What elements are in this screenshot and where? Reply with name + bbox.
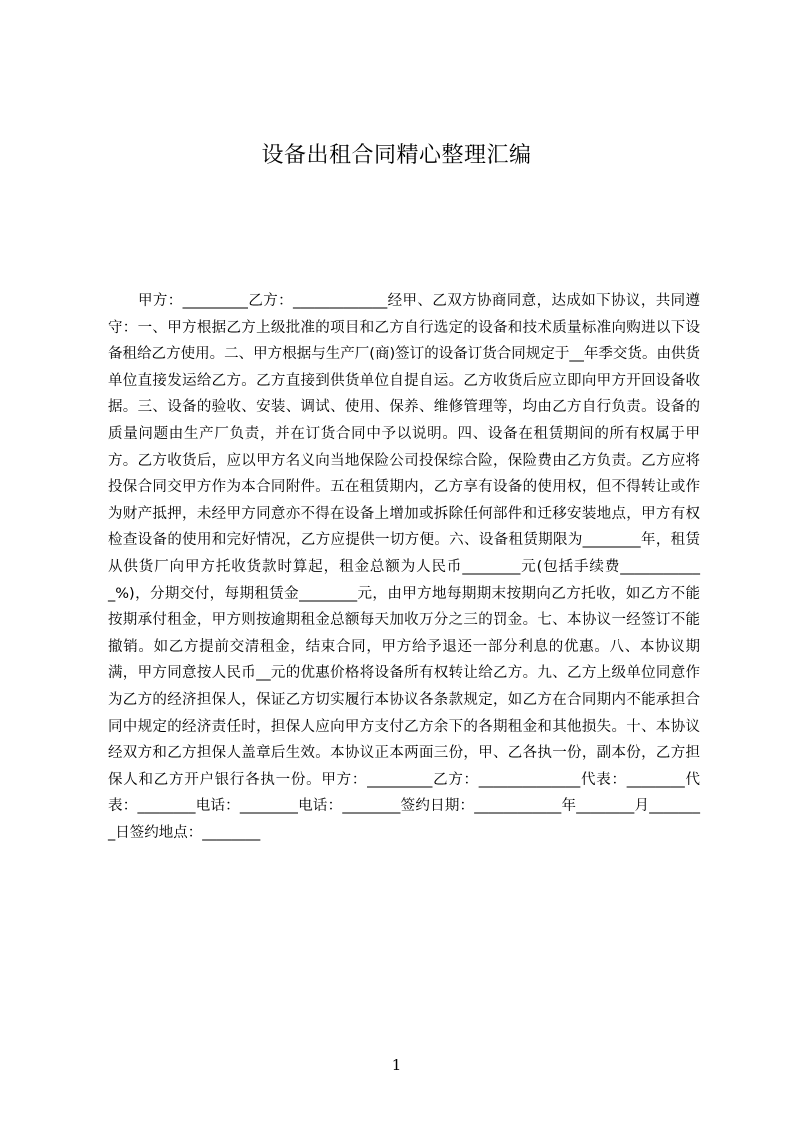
- contract-body-text: 甲方：_________乙方：_____________经甲、乙双方协商同意，达成如下协议，共同遵守：一、甲方根据乙方上级批准的项目和乙方自行选定的设备和技术质量标准向购进以下设备租给乙方使用。二、甲方根据与生产厂(商)签订的设备订货合同规定于__年季交货。由供货单位直接发运给乙方。乙方直接到供货单位自提自运。乙方收货后应立即向甲方开回设备收据。三、设备的验收、安装、调试、使用、保养、维修管理等，均由乙方自行负责。设备的质量问题由生产厂负责，并在订货合同中予以说明。四、设备在租赁期间的所有权属于甲方。乙方收货后，应以甲方名义向当地保险公司投保综合险，保险费由乙方负责。乙方应将投保合同交甲方作为本合同附件。五在租赁期内，乙方享有设备的使用权，但不得转让或作为财产抵押，未经甲方同意亦不得在设备上增加或拆除任何部件和迁移安装地点，甲方有权检查设备的使用和完好情况，乙方应提供一切方便。六、设备租赁期限为________年，租赁从供货厂向甲方托收货款时算起，租金总额为人民币________元(包括手续费____________%)，分期交付，每期租赁金________元，由甲方地每期期末按期向乙方托收，如乙方不能按期承付租金，甲方则按逾期租金总额每天加收万分之三的罚金。七、本协议一经签订不能撤销。如乙方提前交清租金，结束合同，甲方给予退还一部分利息的优惠。八、本协议期满，甲方同意按人民币__元的优惠价格将设备所有权转让给乙方。九、乙方上级单位同意作为乙方的经济担保人，保证乙方切实履行本协议各条款规定，如乙方在合同期内不能承担合同中规定的经济责任时，担保人应向甲方支付乙方余下的各期租金和其他损失。十、本协议经双方和乙方担保人盖章后生效。本协议正本两面三份，甲、乙各执一份，副本份，乙方担保人和乙方开户银行各执一份。甲方：_________乙方：______________代表：________代表：________电话：________电话：________签约日期：____________年________月________日签约地点：________: [108, 293, 700, 841]
- page-number: 1: [391, 1056, 402, 1074]
- document-title: 设备出租合同精心整理汇编: [261, 143, 532, 168]
